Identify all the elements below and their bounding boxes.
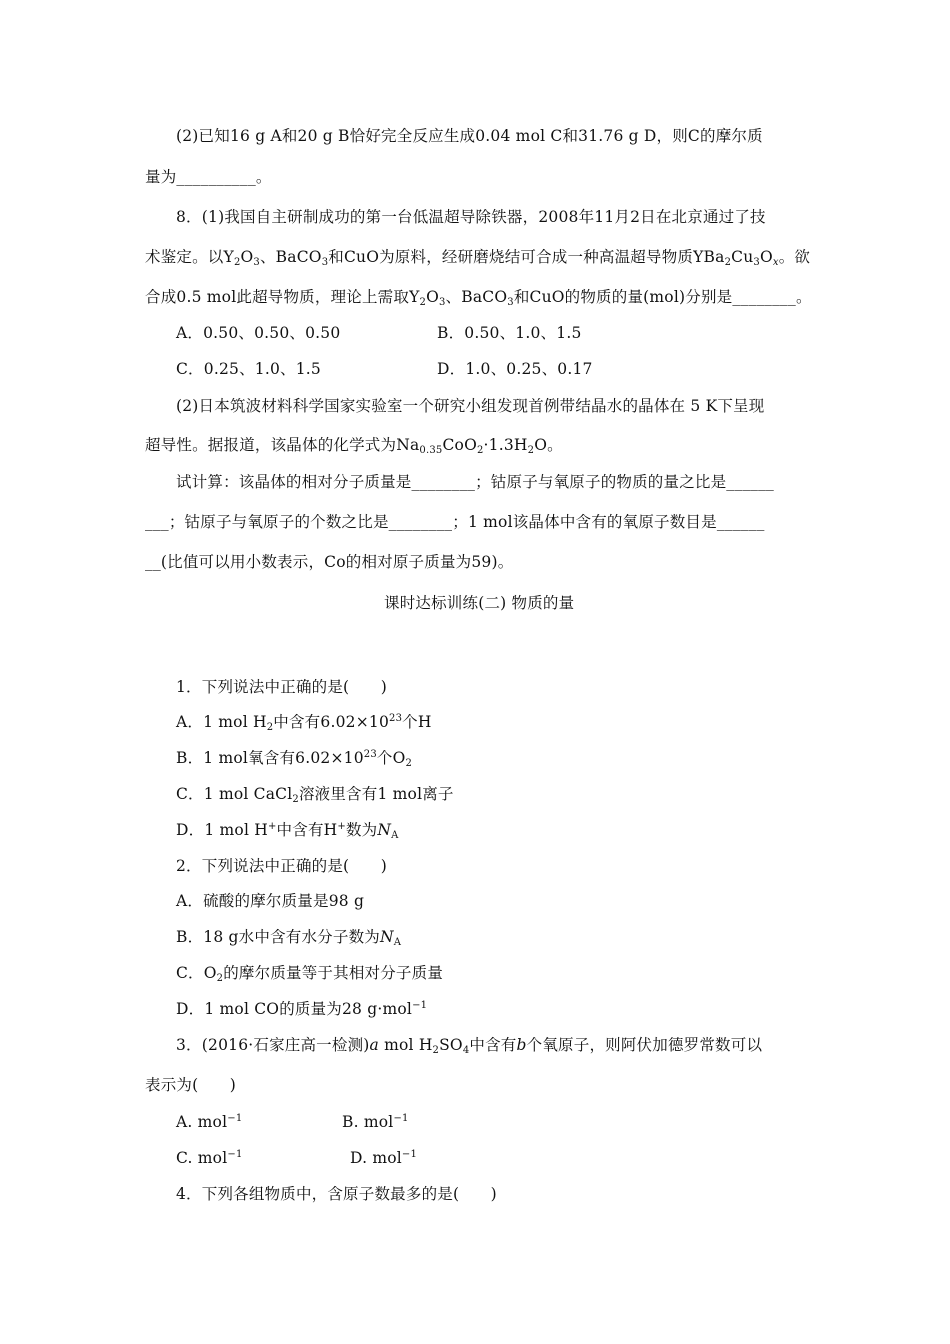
section-title: 课时达标训练(二) 物质的量 [384,594,575,612]
calc-line1: 试计算：该晶体的相对分子质量是________；钴原子与氧原子的物质的量之比是______ [176,473,775,491]
q8-part2-line1: (2)日本筑波材料科学国家实验室一个研究小组发现首例带结晶水的晶体在 5 K下呈现 [176,397,765,415]
q3-option-b: B. mol$^{-1}$ [342,1113,409,1131]
q1-option-d: D．1 mol H+中含有H+数为$N_A$ [176,821,399,841]
q7-part2-line2: 量为__________。 [145,168,272,186]
q4-stem: 4．下列各组物质中，含原子数最多的是( ) [176,1185,497,1203]
q2-option-b: B．18 g水中含有水分子数为$N_A$ [176,928,402,948]
q2-option-a: A．硫酸的摩尔质量是98 g [176,892,365,910]
q3-option-d: D. mol$^{-1}$ [350,1149,418,1167]
q1-option-a: A．1 mol $H_2$中含有$6.02\times 10^{23}$个H [176,713,432,733]
q8-line1: 8．(1)我国自主研制成功的第一台低温超导除铁器，2008年11月2日在北京通过了技 [176,208,766,226]
q2-option-c: C．$O_2$的摩尔质量等于其相对分子质量 [176,964,444,984]
q8-option-b: B．0.50、1.0、1.5 [437,324,582,342]
calc-line2: ___；钴原子与氧原子的个数之比是________；1 mol该晶体中含有的氧原子数目是______ [145,513,765,531]
q3-line2: 表示为( ) [145,1076,236,1094]
q1-option-c: C．1 mol CaCl$_2$溶液里含有1 mol离子 [176,785,454,805]
q2-stem: 2．下列说法中正确的是( ) [176,857,387,875]
q1-option-b: B．1 mol氧含有$6.02\times 10^{23}$个$O_2$ [176,749,413,769]
q1-stem: 1．下列说法中正确的是( ) [176,678,387,696]
q7-part2-line1: (2)已知16 g A和20 g B恰好完全反应生成0.04 mol C和31.76 g D，则C的摩尔质 [176,127,763,145]
q8-line3: 合成0.5 mol此超导物质，理论上需取$Y_2O_3$、BaCO$_3$和CuO的物质的量(mol)分别是________。 [145,288,812,308]
q8-line2: 术鉴定。以$Y_2O_3$、BaCO$_3$和CuO为原料，经研磨烧结可合成一种高温超导物质$YBa_2Cu_3O_x$。欲 [145,248,811,268]
q3-option-c: C. mol$^{-1}$ [176,1149,243,1167]
calc-line3: __(比值可以用小数表示，Co的相对原子质量为59)。 [145,553,514,571]
q8-option-a: A．0.50、0.50、0.50 [176,324,341,342]
q8-option-c: C．0.25、1.0、1.5 [176,360,321,378]
q8-part2-line2: 超导性。据报道，该晶体的化学式为$Na_{0.35}CoO_2\cdot 1.3H_2O$。 [145,436,563,456]
q8-option-d: D．1.0、0.25、0.17 [437,360,593,378]
q3-option-a: A. mol$^{-1}$ [176,1113,243,1131]
q3-line1: 3．(2016·石家庄高一检测)a mol $H_2SO_4$中含有b个氧原子，则阿伏加德罗常数可以 [176,1036,763,1056]
q2-option-d: D．1 mol CO的质量为28 g·mol$^{-1}$ [176,1000,428,1018]
